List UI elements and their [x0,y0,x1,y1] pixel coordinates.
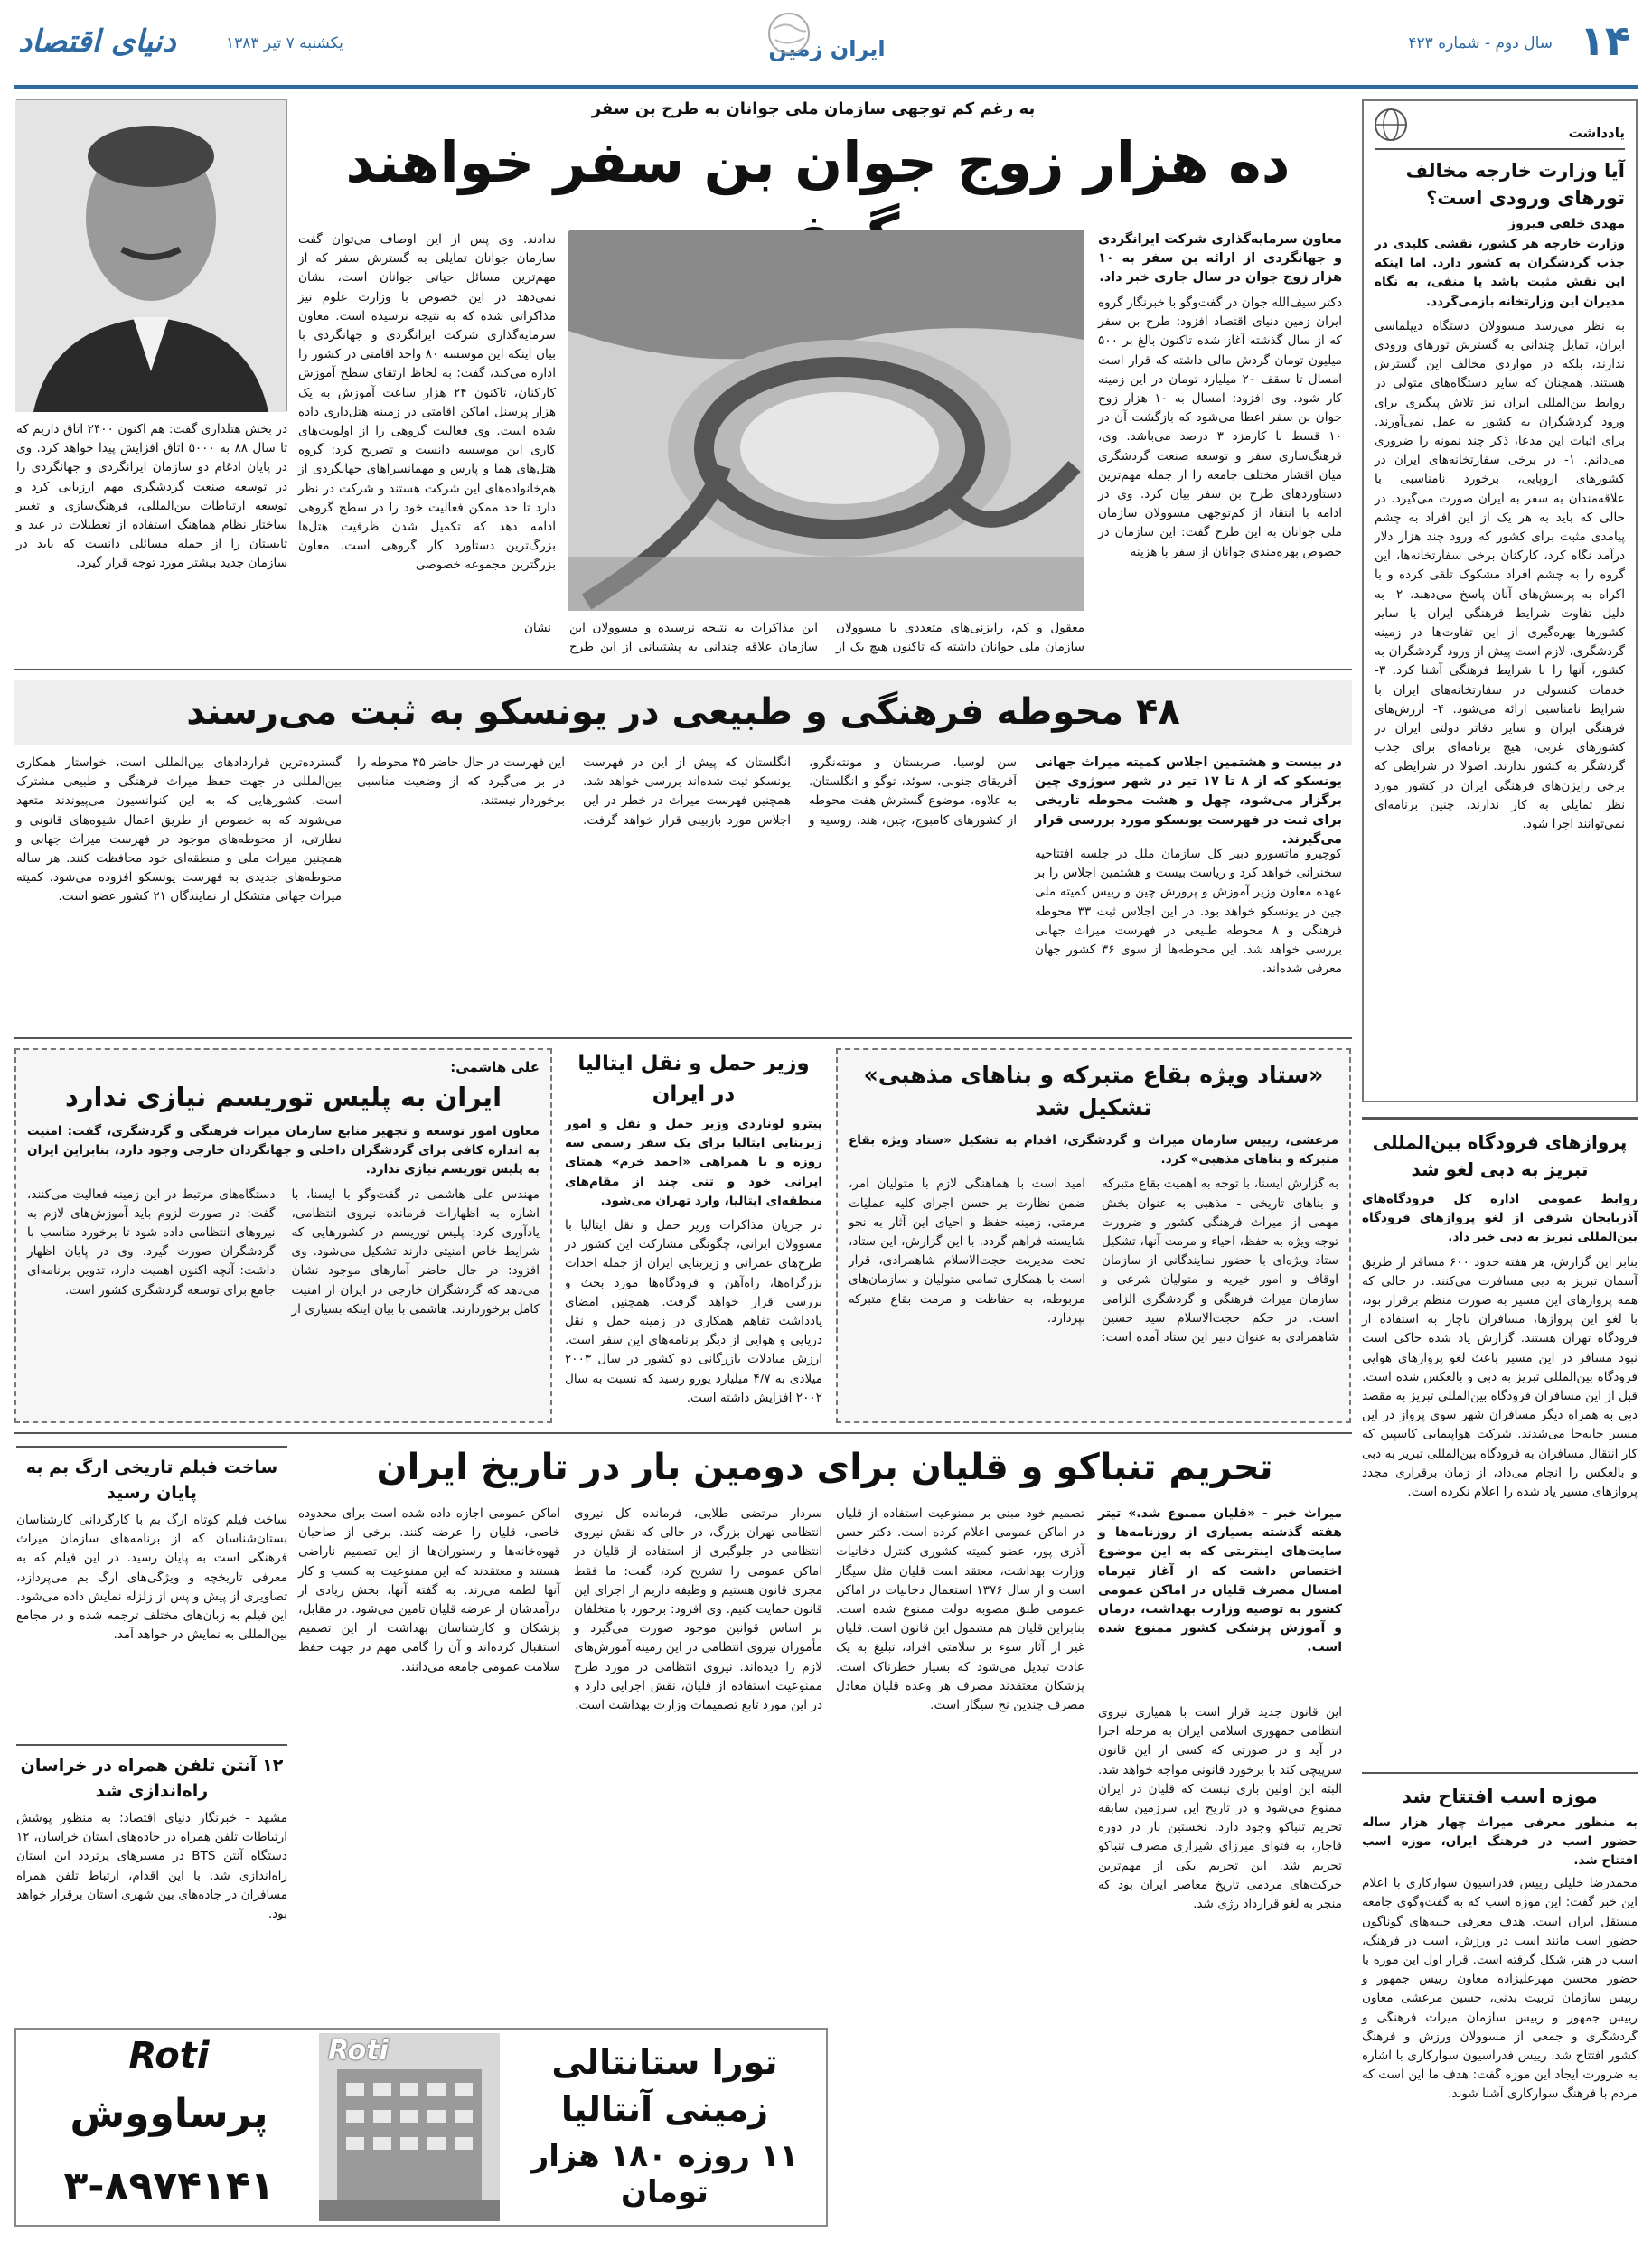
issue-info: سال دوم - شماره ۴۲۳ [1408,34,1553,52]
police-title: ایران به پلیس توریسم نیازی ندارد [64,1082,502,1112]
portrait-photo [16,99,287,411]
police-body: مهندس علی هاشمی در گفت‌وگو با ایسنا، با اشاره به اظهارات فرمانده نیروی انتظامی، یادآوری کرد: پلیس توریسم در کشورهایی که شرایط خاص امنیتی دارند تشکیل می‌شود. وی افزود: در حال حاضر آمارهای موجود نشان می‌دهد که گردشگران خارجی در ایران از امنیت کامل برخوردارند. هاشمی با بیان اینکه بسیاری از دستگاه‌های مرتبط در این زمینه فعالیت می‌کنند، گفت: در صورت لزوم باید آموزش‌های لازم به نیروهای انتظامی داده شود تا برخورد مناسب با گردشگران صورت گیرد. وی در پایان اظهار داشت: آنچه اکنون اهمیت دارد، تدوین برنامه‌ای جامع برای توسعه گردشگری کشور است. [27,1186,540,1317]
bam-body: ساخت فیلم کوتاه ارگ بم با کارگردانی کارشناسان بستان‌شناسان که از برنامه‌های سازمان میراث فرهنگی است به پایان رسید. در این فیلم که به معرفی تاریخچه و ویژگی‌های ارگ بم می‌پردازد، تصاویری از پیش و پس از زلزله نمایش داده می‌شود. این فیلم به زبان‌های مختلف ترجمه شده و در مجامع بین‌المللی به نمایش در خواهد آمد. [16,1513,287,1643]
phones-title: ۱۲ آنتن تلفن همراه در خراسان راه‌اندازی شد [20,1756,284,1801]
section-rule [14,1432,1352,1434]
unesco-col2: سن لوسیا، صربستان و مونته‌نگرو، آفریقای جنوبی، سوئد، توگو و انگلستان. به علاوه، موضوع گسترش هفت محوطه از کشورهای کامبوج، چین، هند، روسیه و انگلستان که پیش از این در فهرست یونسکو ثبت شده‌اند بررسی خواهد شد. همچنین فهرست میراث در خطر در این اجلاس مورد بازبینی قرار خواهد گرفت. این فهرست در حال حاضر ۳۵ محوطه را در بر می‌گیرد که از وضعیت مناسبی برخوردار نیستند. [357,755,1017,828]
lead-col3: ندادند. وی پس از این اوصاف می‌توان گفت سازمان جوانان تمایلی به گسترش سفر که از مهم‌ترین مسائل حیاتی جوانان است، نشان نمی‌دهد در این خصوص با وزارت علوم نیز مذاکراتی شده که به نتیجه نرسیده است. معاون سرمایه‌گذاری شرکت ایرانگردی و جهانگردی با بیان اینکه این موسسه ۸۰ واحد اقامتی در کشور را اداره می‌کند، گفت: به لحاظ ارتقای سطح آموزش کارکنان، تاکنون ۲۴ هزار ساعت آموزش به یک هزار پرسنل اماکن اقامتی در زمینه هتل‌داری داده شده است. وی فعالیت گروهی را از اولویت‌های کاری این موسسه دانست و تصریح کرد: گروه هتل‌های هما و پارس و مهمانسراهای جهانگردی از هم‌خانواده‌های این شرکت هستند و شرکت در نظر دارد تا حد ممکن فعالیت خود را در سطح گروهی ادامه دهد که تکمیل شدن ظرفیت هتل‌ها بزرگ‌ترین دستاورد کار گروهی است. معاون بزرگترین مجموعه خصوصی [298,232,556,573]
shrines-box [836,1048,1351,1423]
tobacco-col1: این قانون جدید قرار است با همیاری نیروی انتظامی جمهوری اسلامی ایران به مرحله اجرا در آید و در صورتی که کسی از این قانون سرپیچی کند با برخورد قانونی مواجه خواهد شد. البته این اولین باری نیست که قلیان در ایران ممنوع می‌شود و در تاریخ این سرزمین سابقه تحریم تنباکو وجود دارد. نخستین بار در دوره قاجار، به فتوای میرزای شیرازی مصرف تنباکو تحریم شد. این تحریم یکی از مهم‌ترین حرکت‌های مردمی تاریخ معاصر ایران بود که منجر به لغو قرارداد رژی شد. [1098,1705,1342,1912]
globe-icon [766,11,812,56]
flights-body: بنابر این گزارش، هر هفته حدود ۶۰۰ مسافر از طریق آسمان تبریز به دبی مسافرت می‌کنند. در حالی که همه پروازهای این مسیر به صورت منظم برقرار بود، با لغو این پروازها، مسافران ناچار به استفاده از فرودگاه تهران هستند. گزارش یاد شده حاکی است نبود مسافر در این مسیر باعث لغو پروازهای هوایی فرودگاه بین‌المللی تبریز به دبی و بالعکس شده است. قبل از این مسافران فرودگاه بین‌المللی تبریز به مقصد دبی به همراه دیگر مسافران شهر سوی پرواز در این مسیر جابه‌جا می‌شدند. شرکت هواپیمایی کاسپین که کار انتقال مسافران به فرودگاه بین‌المللی تبریز به دبی و بالعکس را انجام می‌داد، از زمان برقراری مجدد پروازهای مسیر یاد شده را اعلام نکرده است. [1362,1254,1638,1500]
flights-article [1362,1117,1638,2102]
ad-brand-logo: Roti [128,2035,210,2077]
museum-title: موزه اسب افتتاح شد [1402,1785,1598,1807]
shrines-title: «ستاد ویژه بقاع متبرکه و بناهای مذهبی» تشکیل شد [863,1062,1324,1120]
note-body: به نظر می‌رسد مسوولان دستگاه دیپلماسی ایران، تمایل چندانی به گسترش تورهای ورودی ندارند، بلکه در مواردی مخالف این گسترش هستند. همچنان که سایر دستگاه‌های متولی در روابط بین‌المللی ایران نیز تلاش پیگیری برای ورود گردشگران به کشور به عمل نمی‌آورند. برای اثبات این مدعا، ذکر چند نمونه را ضروری می‌دانم. ۱- در برخی سفارتخانه‌های ایران در کشورهای اروپایی، برخورد نامناسبی با علاقه‌مندان به سفر به ایران صورت می‌گیرد. در حالی که باید به هر یک از این افراد به چشم پیامدی مثبت برای کشور که ورود چند هزار دلار درآمد نگاه کرد، کارکنان برخی سفارتخانه‌ها، این گروه را به چشم افراد مشکوک تلقی کرده و با اکراه به پرسش‌های آنان پاسخ می‌دهند. ۲- به دلیل تفاوت شرایط فرهنگی ایران با سایر کشورها بهره‌گیری از این تفاوت‌ها در زمینه گردشگری، لازم است پیش از ورود گردشگران به کشور، آنها را با شرایط فرهنگی آشنا کرد. ۳- خدمات کنسولی در سفارتخانه‌های ایران با شرایط نامناسبی ارائه می‌شود. ۴- ارزش‌های فرهنگی ایران و سایر دفاتر دولتی ایران در کشورهای غربی، هیچ برنامه‌ای برای جذب گردشگر به کشور ندارند. اصولا در شرایطی که برخی رایزن‌های فرهنگی ایران در کشور مورد نظر تمایلی به کار ندارند، چنین برنامه‌ای نمی‌توانند اجرا شود. [1375,318,1626,832]
globe-icon [1373,107,1409,143]
unesco-lead: در بیست و هشتمین اجلاس کمیته میراث جهانی یونسکو که از ۸ تا ۱۷ تیر در شهر سوژوی چین برگزار می‌شود، چهل و هشت محوطه تاریخی برای ثبت در فهرست یونسکو مورد بررسی قرار می‌گیرند. [1035,755,1343,847]
note-box [1362,99,1638,1102]
note-lead: وزارت خارجه هر کشور، نقشی کلیدی در جذب گردشگران به کشور دارد. اما اینکه این نقش مثبت باشد یا منفی، به نگاه مدیران این وزارتخانه بازمی‌گردد. [1375,237,1625,309]
lead-intro: معاون سرمایه‌گذاری شرکت ایرانگردی و جهانگردی از ارائه بن سفر به ۱۰ هزار زوج جوان در سال جاری خبر داد. [1098,232,1342,286]
ad-brand-right: Roti [328,2035,389,2067]
road-photo [569,230,1084,610]
flights-title: پروازهای فرودگاه بین‌المللی تبریز به دبی لغو شد [1372,1131,1628,1180]
bam-article [16,1446,287,1717]
ad-price: ۱۱ روزه ۱۸۰ هزار تومان [530,2138,799,2210]
lead-headline: ده هزار زوج جوان بن سفر خواهند [345,129,1291,195]
issue-date: یکشنبه ۷ تیر ۱۳۸۳ [226,34,343,52]
unesco-col3: گسترده‌ترین قراردادهای بین‌المللی است، خواستار همکاری بین‌المللی در جهت حفظ میراث فرهنگی و طبیعی مشترک است. کشورهایی که به این کنوانسیون می‌پیوندند متعهد می‌شوند که به خصوص از طریق اعمال شیوه‌های قانونی و نظارتی، از محوطه‌های موجود در فهرست میراث جهانی و همچنین میراث ملی و منطقه‌ای خود محافظت کنند. هر ساله محوطه‌های جدیدی به فهرست یونسکو افزوده می‌شود. کمیته میراث جهانی متشکل از نمایندگان ۲۱ کشور عضو است. [16,755,342,905]
lead-col1: دکتر سیف‌الله جوان در گفت‌وگو با خبرنگار گروه ایران زمین دنیای اقتصاد افزود: طرح بن سفر که از سال گذشته آغاز شده تاکنون بالغ بر ۵۰۰ میلیون تومان گردش مالی داشته که قرار است امسال تا سقف ۲۰ میلیارد تومان در این زمینه کار شود. وی افزود: امسال به ۱۰ هزار زوج جوان بن سفر اعطا می‌شود که بازگشت آن در ۱۰ قسط با کارمزد ۳ درصد می‌باشد. وی، فرهنگ‌سازی سفر و توسعه صنعت گردشگری میان اقشار مختلف جامعه را از جمله مهم‌ترین دستاوردهای طرح بن سفر بیان کرد. وی در ادامه با انتقاد از کم‌توجهی مسوولان سازمان ملی جوانان به این طرح گفت: این سازمان در خصوص بهره‌مندی جوانان از سفر با هزینه [1098,295,1342,559]
lead-kicker: به رغم کم توجهی سازمان ملی جوانان به طرح بن سفر [591,99,1036,118]
travel-ad[interactable] [14,2028,828,2227]
section-rule [14,669,1352,670]
ad-tour-title: تورا ستانتالی زمینی آنتالیا [551,2042,778,2129]
header-rule [14,85,1638,89]
police-box [14,1048,552,1423]
tobacco-col4: اماکن عمومی اجازه داده شده است برای محدوده خاصی، قلیان را عرضه کنند. برخی از صاحبان قهوه‌خانه‌ها و رستوران‌ها از این تصمیم ناراضی هستند و معتقدند که این ممنوعیت به کسب و کار آنها لطمه می‌زند. به گفته آنها، بخش زیادی از درآمدشان از عرضه قلیان تامین می‌شود. در مقابل، پزشکان و کارشناسان بهداشت از این تصمیم استقبال کرده‌اند و آن را گامی مهم در جهت حفظ سلامت عمومی جامعه می‌دانند. [298,1506,560,1674]
flights-lead: روابط عمومی اداره کل فرودگاه‌های آذربایجان شرقی از لغو پروازهای فرودگاه بین‌المللی تبریز به دبی خبر داد. [1362,1192,1638,1245]
italy-body: در جریان مذاکرات وزیر حمل و نقل ایتالیا با مسوولان ایرانی، چگونگی مشارکت این کشور در طرح‌های عمرانی و زیربنایی ایران از جمله احداث بزرگراه‌ها، راه‌آهن و فرودگاه‌ها مورد بحث و بررسی قرار خواهد گرفت. همچنین امضای یادداشت تفاهم همکاری در زمینه حمل و نقل دریایی و هوایی از دیگر برنامه‌های این سفر است. ارزش مبادلات بازرگانی دو کشور در سال ۲۰۰۳ میلادی به ۴/۷ میلیارد یورو رسید که نسبت به سال ۲۰۰۲ افزایش داشته است. [565,1218,822,1405]
shrines-lead: مرعشی، رییس سازمان میراث و گردشگری، اقدام به تشکیل «ستاد ویژه بقاع متبرکه و بناهای مذهبی» کرد. [849,1133,1338,1167]
phones-article [16,1744,287,2020]
page-number: ۱۴ [1579,16,1630,65]
police-lead: معاون امور توسعه و تجهیز منابع سازمان میراث فرهنگی و گردشگری، گفت: امنیت به اندازه کافی برای گردشگران داخلی و جهانگردان خارجی وجود دارد، بنابراین ایران به پلیس توریسم نیازی ندارد. [27,1124,540,1177]
ad-company: پرساووش [70,2091,268,2137]
italy-title: وزیر حمل و نقل ایتالیا در ایران [577,1052,810,1106]
police-author: علی هاشمی: [450,1059,540,1075]
ad-phone: ۳-۸۹۷۴۱۴۱ [63,2163,275,2209]
section-rule [14,1037,1352,1039]
section-title: ایران زمین [768,36,886,61]
unesco-col1: کوچیرو ماتسورو دبیر کل سازمان ملل در جلسه افتتاحیه سخنرانی خواهد کرد و ریاست بیست و هشتمین اجلاس را بر عهده معاون وزیر آموزش و پرورش چین و رییس کمیته ملی چین در یونسکو خواهد بود. در این اجلاس ثبت ۳۳ محوطه فرهنگی و ۸ محوطه طبیعی در فهرست میراث جهانی بررسی خواهد شد. این محوطه‌ها از سوی ۳۶ کشور جهان معرفی شده‌اند. [1035,847,1343,977]
tobacco-headline: تحریم تنباکو و قلیان برای دومین بار در تاریخ ایران [376,1447,1273,1488]
phones-body: مشهد - خبرنگار دنیای اقتصاد: به منظور پوشش ارتباطات تلفن همراه در جاده‌های استان خراسان، ۱۲ دستگاه آنتن BTS در مسیرهای پرتردد این استان راه‌اندازی شد. با این اقدام، ارتباط تلفن همراه مسافران در جاده‌های بین شهری استان برقرار خواهد بود. [16,1811,287,1922]
note-title: آیا وزارت خارجه مخالف تورهای ورودی است؟ [1405,160,1625,209]
note-label: یادداشت [1568,125,1625,141]
italy-article [565,1048,822,1423]
note-author: مهدی خلفی فیروز [1508,217,1625,231]
newspaper-logo: دنیای اقتصاد [18,23,176,60]
page-header [0,0,1652,89]
museum-lead: به منظور معرفی میراث چهار هزار ساله حضور اسب در فرهنگ ایران، موزه اسب افتتاح شد. [1362,1814,1638,1869]
shrines-body: به گزارش ایسنا، با توجه به اهمیت بقاع متبرکه و بناهای تاریخی - مذهبی به عنوان بخش مهمی از میراث فرهنگی کشور و ضرورت توجه ویژه به حفظ، احیاء و مرمت آنها، تشکیل ستاد ویژه‌ای با حضور نمایندگانی از سازمان اوقاف و امور خیریه و متولیان شرعی و سازمان میراث فرهنگی و گردشگری الزامی است. در حکم حجت‌الاسلام سید حسین شاهمرادی به عنوان دبیر این ستاد آمده است: امید است با هماهنگی لازم با متولیان امر، ضمن نظارت بر حسن اجرای کلیه عملیات مرمتی، زمینه حفظ و احیای این آثار به نحو شایسته فراهم گردد. با این گزارش، این ستاد، تحت مدیریت حجت‌الاسلام شاهمرادی، قرار است با همکاری تمامی متولیان و سازمان‌های مربوطه، به حفاظت و مرمت بقاع متبرکه بپردازد. [849,1177,1338,1346]
lead-col4: در بخش هتلداری گفت: هم اکنون ۲۴۰۰ اتاق داریم که تا سال ۸۸ به ۵۰۰۰ اتاق افزایش پیدا خواهد کرد. وی در پایان ادغام دو سازمان ایرانگردی و جهانگردی را در توسعه صنعت گردشگری مهم ارزیابی کرد و توسعه ارتباطات بین‌المللی، فرهنگ‌سازی و تغییر ساختار نظام هماهنگ استفاده از تعطیلات در عید و تابستان را از جمله مسائلی دانست که باید در سازمان جدید بیشتر مورد توجه قرار گیرد. [16,422,287,571]
lead-col2: معقول و کم، رایزنی‌های متعددی با مسوولان سازمان ملی جوانان داشته که تاکنون هیچ یک از این مذاکرات به نتیجه نرسیده و مسوولان این سازمان علاقه چندانی به پشتیبانی از این طرح نشان [523,621,1084,655]
museum-body: محمدرضا خلیلی رییس فدراسیون سوارکاری با اعلام این خبر گفت: این موزه اسب که به گفت‌وگوی جامعه مستقل ایران است. هدف معرفی جنبه‌های گوناگون حضور اسب مانند اسب در ورزش، اسب در فرهنگ، اسب در هنر، شکل گرفته است. قرار اول این موزه با حضور محسن مهرعلیزاده معاون رییس جمهور و رییس سازمان تربیت بدنی، حسین مرعشی معاون رییس جمهور و رییس سازمان میراث فرهنگی و گردشگری و جمعی از مسوولان ورزش و فرهنگ کشور افتتاح شد. رییس فدراسیون سوارکاری با اشاره به ضرورت ایجاد این موزه گفت: هدف ما این است که مردم با فرهنگ سوارکاری آشنا شوند. [1362,1876,1638,2102]
italy-lead: پیترو لوناردی وزیر حمل و نقل و امور زیربنایی ایتالیا برای یک سفر رسمی سه روزه و با همراهی «احمد خرم» همتای ایرانی خود و تنی چند از مقام‌های منطقه‌ای ایتالیا، وارد تهران می‌شود. [565,1117,822,1208]
bam-title: ساخت فیلم تاریخی ارگ بم به پایان رسید [25,1458,278,1503]
tobacco-lead: میراث خبر - «قلیان ممنوع شد.» تیتر هفته گذشته بسیاری از روزنامه‌ها و سایت‌های اینترنتی که به این موضوع اختصاص داشت که از آغاز تیرماه امسال مصرف قلیان در اماکن عمومی کشور به توصیه وزارت بهداشت، درمان و آموزش پزشکی کشور ممنوع شده است. [1098,1506,1342,1655]
tobacco-col3: سردار مرتضی طلایی، فرمانده کل نیروی انتظامی تهران بزرگ، در حالی که نقش نیروی انتظامی در جلوگیری از استفاده از قلیان در اماکن عمومی را تشریح کرد، گفت: ما فقط مجری قانون هستیم و وظیفه داریم از اجرای این قانون حمایت کنیم. وی افزود: برخورد با متخلفان بر اساس قوانین موجود صورت می‌گیرد و مأموران نیروی انتظامی در این زمینه آموزش‌های لازم را دیده‌اند. نیروی انتظامی در مورد طرح ممنوعیت استفاده از قلیان، نقش اجرایی دارد و در این مورد تابع تصمیمات وزارت بهداشت است. [574,1506,822,1713]
unesco-headline: ۴۸ محوطه فرهنگی و طبیعی در یونسکو به ثبت می‌رسند [186,691,1180,733]
tobacco-col2: تصمیم خود مبنی بر ممنوعیت استفاده از قلیان در اماکن عمومی اعلام کرده است. دکتر حسن آذری پور، عضو کمیته کشوری کنترل دخانیات وزارت بهداشت، معتقد است قلیان مثل سیگار است و از سال ۱۳۷۶ استعمال دخانیات در اماکن عمومی طبق مصوبه دولت ممنوع شده است. بنابراین قلیان هم مشمول این قانون است. قلیان غیر از آثار سوء بر سلامتی افراد، تبلیغ به یک عادت تبدیل می‌شود که بسیار خطرناک است. پزشکان معتقدند مصرف هر وعده قلیان معادل مصرف چندین نخ سیگار است. [836,1506,1084,1713]
